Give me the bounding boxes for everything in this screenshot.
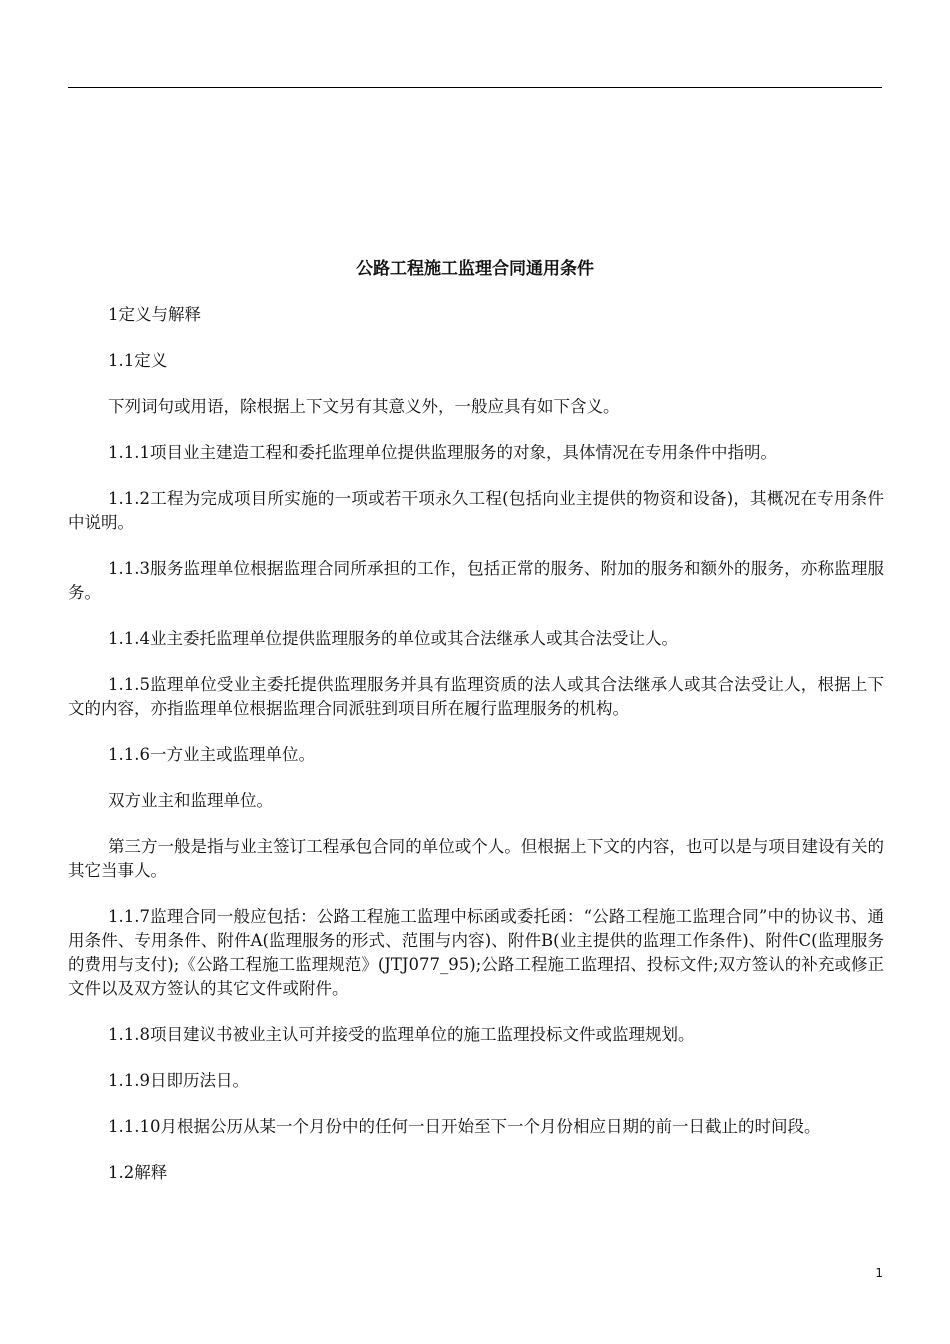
- clause-1-1-7: 1.1.7监理合同一般应包括：公路工程施工监理中标函或委托函：“公路工程施工监理合同”中的协议书、通用条件、专用条件、附件A(监理服务的形式、范围与内容)、附件B(业主提供的监理工作条件)、附件C(监理服务的费用与支付);《公路工程施工监理规范》(JTJ077_95);公路工程施工监理招、投标文件;双方签认的补充或修正文件以及双方签认的其它文件或附件。: [68, 907, 884, 998]
- clause-1-1-5: 1.1.5监理单位受业主委托提供监理服务并具有监理资质的法人或其合法继承人或其合法受让人，根据上下文的内容，亦指监理单位根据监理合同派驻到项目所在履行监理服务的机构。: [68, 675, 884, 718]
- clause-third-party: 第三方一般是指与业主签订工程承包合同的单位或个人。但根据上下文的内容，也可以是与项目建设有关的其它当事人。: [68, 837, 884, 880]
- section-heading-1-1: 1.1定义: [108, 351, 168, 370]
- page-number: 1: [875, 1266, 883, 1280]
- clause-1-1-1: 1.1.1项目业主建造工程和委托监理单位提供监理服务的对象，具体情况在专用条件中指明。: [108, 443, 777, 462]
- clause-1-1-8: 1.1.8项目建议书被业主认可并接受的监理单位的施工监理投标文件或监理规划。: [108, 1025, 695, 1044]
- clause-1-1-10: 1.1.10月根据公历从某一个月份中的任何一日开始至下一个月份相应日期的前一日截止的时间段。: [108, 1117, 821, 1136]
- section-heading-1-2: 1.2解释: [108, 1163, 168, 1182]
- clause-1-1-6: 1.1.6一方业主或监理单位。: [108, 745, 315, 764]
- clause-both-parties: 双方业主和监理单位。: [108, 791, 273, 810]
- document-title: 公路工程施工监理合同通用条件: [356, 259, 594, 279]
- clause-1-1-2: 1.1.2工程为完成项目所实施的一项或若干项永久工程(包括向业主提供的物资和设备)，其概况在专用条件中说明。: [68, 489, 884, 532]
- clause-1-1-3: 1.1.3服务监理单位根据监理合同所承担的工作，包括正常的服务、附加的服务和额外的服务，亦称监理服务。: [68, 559, 884, 602]
- definitions-intro: 下列词句或用语，除根据上下文另有其意义外，一般应具有如下含义。: [108, 397, 620, 416]
- clause-1-1-4: 1.1.4业主委托监理单位提供监理服务的单位或其合法继承人或其合法受让人。: [108, 629, 678, 648]
- header-rule: [68, 87, 882, 88]
- clause-1-1-9: 1.1.9日即历法日。: [108, 1071, 249, 1090]
- section-heading-1: 1定义与解释: [108, 305, 201, 324]
- document-body: [68, 303, 884, 1207]
